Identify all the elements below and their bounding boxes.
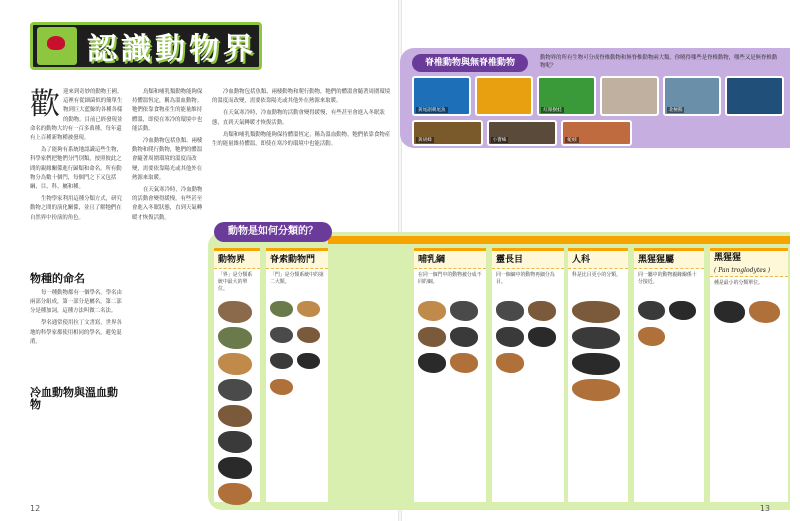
animal-photo [600,76,659,116]
animal-image [528,301,556,321]
animal-image [270,301,293,317]
page-title: 認識動物界 [87,32,257,67]
rank-name: 動物界 [218,255,246,265]
animal-image [297,353,320,369]
animal-image [270,379,293,395]
animal-image [418,327,446,347]
photo-caption: 紅眼樹蛙 [543,108,562,113]
animal-image [749,301,780,323]
cardinal-bird-icon [37,27,77,65]
classification-column [568,248,628,502]
classification-rank [710,251,788,277]
animal-image [528,327,556,347]
animal-image [218,457,252,479]
photo-caption: 黃胡蜂 [418,138,432,143]
photo-caption: 小寶蛛 [492,138,507,143]
animal-image [218,405,252,427]
paragraph: 在天氣寒冷時，冷血動物的活動會變得緩慢，有些甚至會進入冬眠狀態，直到天氣轉暖才恢復活動。 [132,187,203,221]
animal-image [714,301,745,323]
paragraph: 生物學家利用這種分類方式，研究動物之間的演化關係，並且了解牠們在自然界中扮演的角色。 [30,196,122,221]
drop-cap: 歡 [30,88,60,122]
photo-caption: 北極熊 [668,108,683,113]
classification-column [214,248,260,502]
animal-image [218,483,252,505]
animal-photo [412,120,483,146]
classification-column [710,248,788,502]
classification-column [414,248,486,502]
classification-arrow-bar [328,236,790,244]
animal-photo [663,76,722,116]
animal-image [418,353,446,373]
animal-photo [475,76,534,116]
classification-rank [266,251,328,269]
classification-column [634,248,704,502]
rank-name: 黑猩猩屬 [638,255,675,265]
rank-name: 人科 [572,255,591,265]
animal-image [218,301,252,323]
rank-description: 「門」是分類系統中的第二大類。 [270,272,324,285]
rank-description: 科是比目更小的分類。 [572,272,621,278]
paragraph: 每一種動物都有一個學名。學名由兩部分組成，第一部分是屬名，第二部分是種加詞，這種方法叫做二名法。 [30,289,122,315]
classification-rank [568,251,628,269]
animal-image [218,327,252,349]
section-heading-naming: 物種的命名 [30,271,85,285]
invertebrate-photo-row [412,120,632,146]
paragraph: 學名通常使用拉丁文書寫，世界各地的科學家都使用相同的學名，避免混淆。 [30,320,122,345]
rank-name: 黑猩猩 [714,253,742,263]
vertebrate-photo-row [412,76,784,116]
animal-image [297,301,320,317]
animal-image [218,353,252,375]
animal-image [418,301,446,321]
animal-image [572,353,620,375]
paragraph: 鳥類和哺乳類動物能夠保持體溫恆定，稱為溫血動物。牠們依靠食物產生的能量維持體溫，即使在寒冷的環境中也能活動。 [132,89,203,132]
rank-description: 同一個綱中的動物再細分為目。 [496,272,555,285]
paragraph: 在天氣寒冷時，冷血動物的活動會變得緩慢，有些甚至會進入冬眠狀態，直到天氣轉暖才恢復活動。 [212,110,385,126]
animal-image [218,431,252,453]
classification-heading: 動物是如何分類的？ [214,222,332,242]
animal-image [572,301,620,323]
left-column-2 [132,88,206,228]
animal-photo [561,120,632,146]
classification-column [492,248,564,502]
animal-image [297,327,320,343]
paragraph: 為了能夠有系統地認識這些生物，科學家們把牠們分門別類，按照彼此之間的親緣關係進行歸類和命名。所有動物分為數十個門，每個門之下又包括綱、目、科、屬和種。 [30,147,122,191]
animal-image [218,379,252,401]
vertebrate-description: 動物界的所有生物可分成脊椎動物和無脊椎動物兩大類。你曉得哪些是脊椎動物，哪些又是無脊椎動物呢？ [540,55,778,69]
animal-image [638,327,665,346]
classification-rank [214,251,260,269]
animal-image [270,353,293,369]
left-column-3 [212,88,392,218]
rank-name: 靈長目 [496,255,524,265]
rank-description: 「界」是分類系統中最大的單位。 [218,272,253,292]
classification-column [266,248,328,502]
rank-description: 種是最小的分類單位。 [714,280,763,286]
section-heading-blood: 冷血動物與溫血動物 [30,386,118,412]
animal-photo [537,76,596,116]
paragraph: 迎來到奇妙的動物王國。這裡有從細菌似的簡單生物到巨大藍鯨的各種各樣的動物。目前已經發現並命名的動物大約有一百多萬種，每年還有上百種新物種被發現。 [30,89,123,142]
rank-description: 在同一個門中的動物被分成不同的綱。 [418,272,482,285]
photo-caption: 蚯蚓 [567,138,577,143]
paragraph: 冷血動物包括魚類、兩棲動物和爬行動物，牠們的體溫會隨著周圍環境的溫度而改變，需要依靠陽光或其他外在熱源來取暖。 [132,138,203,181]
classification-rank [634,251,704,269]
classification-rank [414,251,486,269]
animal-image [572,379,620,401]
animal-image [496,301,524,321]
rank-name: 哺乳綱 [418,255,446,265]
animal-image [270,327,293,343]
page-number-left: 12 [30,504,41,513]
animal-image [450,301,478,321]
page-title-bar [30,22,262,70]
animal-image [669,301,696,320]
animal-image [496,353,524,373]
rank-name: 脊索動物門 [270,255,316,265]
paragraph: 冷血動物包括魚類、兩棲動物和爬行動物，牠們的體溫會隨著周圍環境的溫度而改變，需要依靠陽光或其他外在熱源來取暖。 [212,89,391,105]
classification-rank [492,251,564,269]
animal-photo [725,76,784,116]
animal-image [496,327,524,347]
page-number-right: 13 [759,504,770,513]
rank-latin: ( Pan troglodytes ) [714,267,771,274]
photo-caption: 黃尾副刺尾魚 [418,108,446,113]
vertebrate-heading: 脊椎動物與無脊椎動物 [412,54,528,72]
animal-photo [487,120,558,146]
animal-image [450,353,478,373]
animal-image [638,301,665,320]
rank-description: 同一屬中的動物親緣關係十分接近。 [638,272,697,285]
animal-photo [412,76,471,116]
left-column-1 [30,88,126,506]
animal-image [450,327,478,347]
animal-image [572,327,620,349]
paragraph: 鳥類和哺乳類動物能夠保持體溫恆定，稱為溫血動物。牠們依靠食物產生的能量維持體溫，即使在寒冷的環境中也能活動。 [212,131,391,148]
